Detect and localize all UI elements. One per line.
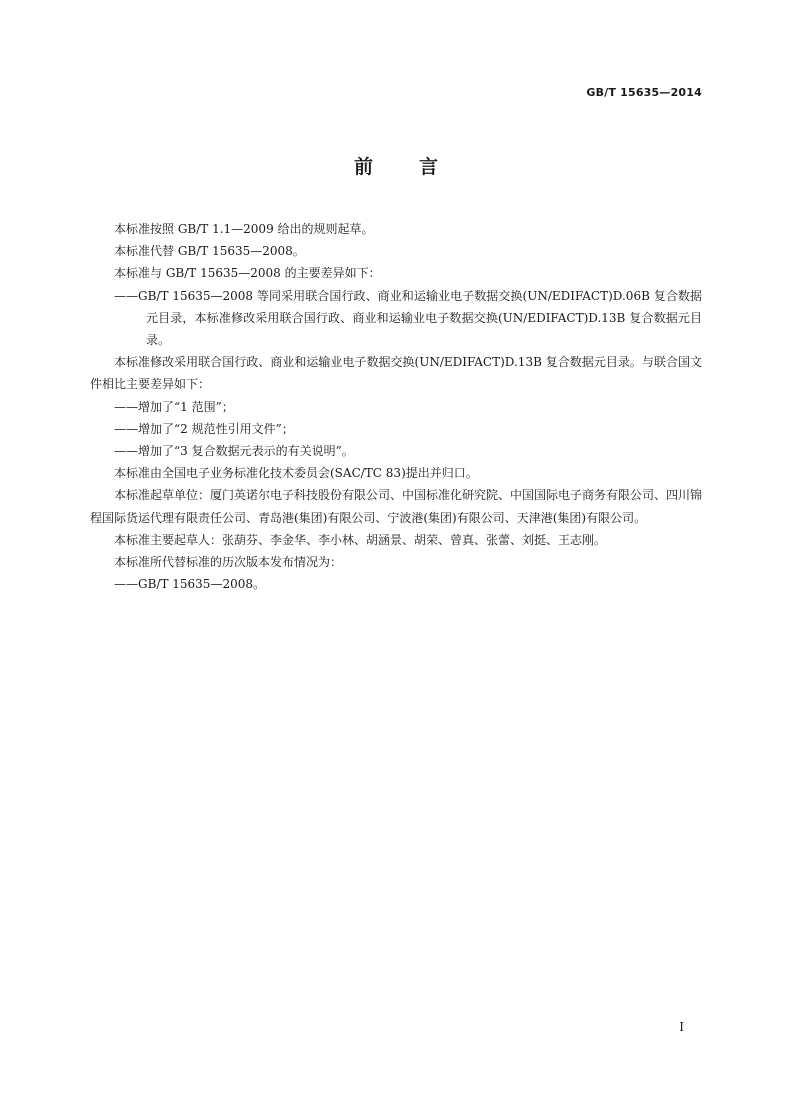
- paragraph: 本标准与 GB/T 15635—2008 的主要差异如下：: [114, 266, 381, 281]
- page-title: 前言: [353, 156, 484, 178]
- paragraph: 本标准由全国电子业务标准化技术委员会(SAC/TC 83)提出并归口。: [114, 466, 478, 481]
- document-body: [90, 218, 702, 595]
- list-item: ——增加了“1 范围”；: [114, 399, 234, 414]
- list-item: ——GB/T 15635—2008 等同采用联合国行政、商业和运输业电子数据交换(UN/EDIFACT)D.06B 复合数据元目录，本标准修改采用联合国行政、商业和运输业电子数据交换(UN/EDIFACT)D.13B 复合数据元目录。: [114, 288, 702, 348]
- paragraph: 本标准修改采用联合国行政、商业和运输业电子数据交换(UN/EDIFACT)D.13B 复合数据元目录。与联合国文件相比主要差异如下：: [90, 355, 702, 392]
- paragraph: 本标准主要起草人：张葫芬、李金华、李小林、胡涵景、胡荣、曾真、张蕾、刘挺、王志刚。: [114, 532, 607, 547]
- list-item: ——增加了“3 复合数据元表示的有关说明”。: [114, 444, 354, 459]
- page-number: I: [679, 1020, 684, 1034]
- paragraph: 本标准起草单位：厦门英诺尔电子科技股份有限公司、中国标准化研究院、中国国际电子商务有限公司、四川锦程国际货运代理有限责任公司、青岛港(集团)有限公司、宁波港(集团)有限公司、天津港(集团)有限公司。: [90, 488, 703, 525]
- list-item: ——GB/T 15635—2008。: [114, 577, 265, 592]
- paragraph: 本标准所代替标准的历次版本发布情况为：: [114, 555, 343, 570]
- paragraph: 本标准代替 GB/T 15635—2008。: [114, 244, 305, 259]
- list-item: ——增加了“2 规范性引用文件”；: [114, 421, 294, 436]
- paragraph: 本标准按照 GB/T 1.1—2009 给出的规则起草。: [114, 222, 374, 236]
- standard-code: GB/T 15635—2014: [586, 86, 702, 99]
